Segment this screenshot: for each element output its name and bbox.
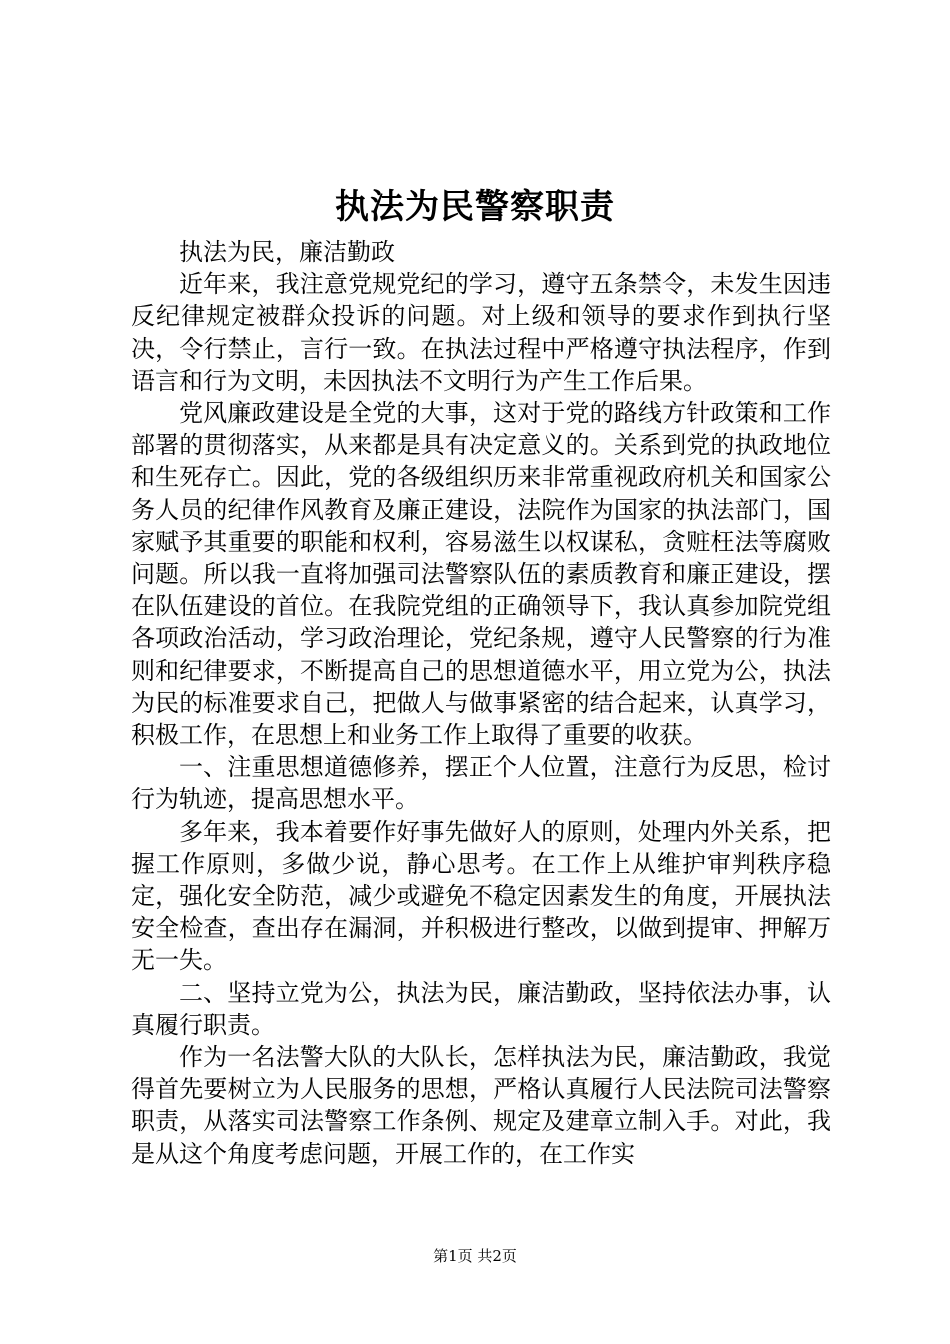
paragraph: 多年来，我本着要作好事先做好人的原则，处理内外关系，把握工作原则，多做少说，静心思考。在工作上从维护审判秩序稳定，强化安全防范，减少或避免不稳定因素发生的角度，开展执法安全检查，查出存在漏洞，并积极进行整改，以做到提审、押解万无一失。 <box>131 817 831 975</box>
page-footer: 第1页 共2页 <box>433 1247 517 1265</box>
section-heading: 二、坚持立党为公，执法为民，廉洁勤政，坚持依法办事，认真履行职责。 <box>131 978 831 1039</box>
document-title: 执法为民警察职责 <box>335 187 615 227</box>
document-body <box>131 236 831 1170</box>
paragraph-subtitle: 执法为民，廉洁勤政 <box>179 238 395 266</box>
section-heading: 一、注重思想道德修养，摆正个人位置，注意行为反思，检讨行为轨迹，提高思想水平。 <box>131 753 831 814</box>
paragraph: 近年来，我注意党规党纪的学习，遵守五条禁令，未发生因违反纪律规定被群众投诉的问题。对上级和领导的要求作到执行坚决，令行禁止，言行一致。在执法过程中严格遵守执法程序，作到语言和行为文明，未因执法不文明行为产生工作后果。 <box>131 270 831 395</box>
paragraph: 作为一名法警大队的大队长，怎样执法为民，廉洁勤政，我觉得首先要树立为人民服务的思想，严格认真履行人民法院司法警察职责，从落实司法警察工作条例、规定及建章立制入手。对此，我是从这个角度考虑问题，开展工作的，在工作实 <box>131 1043 831 1168</box>
paragraph: 党风廉政建设是全党的大事，这对于党的路线方针政策和工作部署的贯彻落实，从来都是具有决定意义的。关系到党的执政地位和生死存亡。因此，党的各级组织历来非常重视政府机关和国家公务人员的纪律作风教育及廉正建设，法院作为国家的执法部门，国家赋予其重要的职能和权利，容易滋生以权谋私，贪赃枉法等腐败问题。所以我一直将加强司法警察队伍的素质教育和廉正建设，摆在队伍建设的首位。在我院党组的正确领导下，我认真参加院党组各项政治活动，学习政治理论，党纪条规，遵守人民警察的行为准则和纪律要求，不断提高自己的思想道德水平，用立党为公，执法为民的标准要求自己，把做人与做事紧密的结合起来，认真学习，积极工作，在思想上和业务工作上取得了重要的收获。 <box>131 399 831 750</box>
